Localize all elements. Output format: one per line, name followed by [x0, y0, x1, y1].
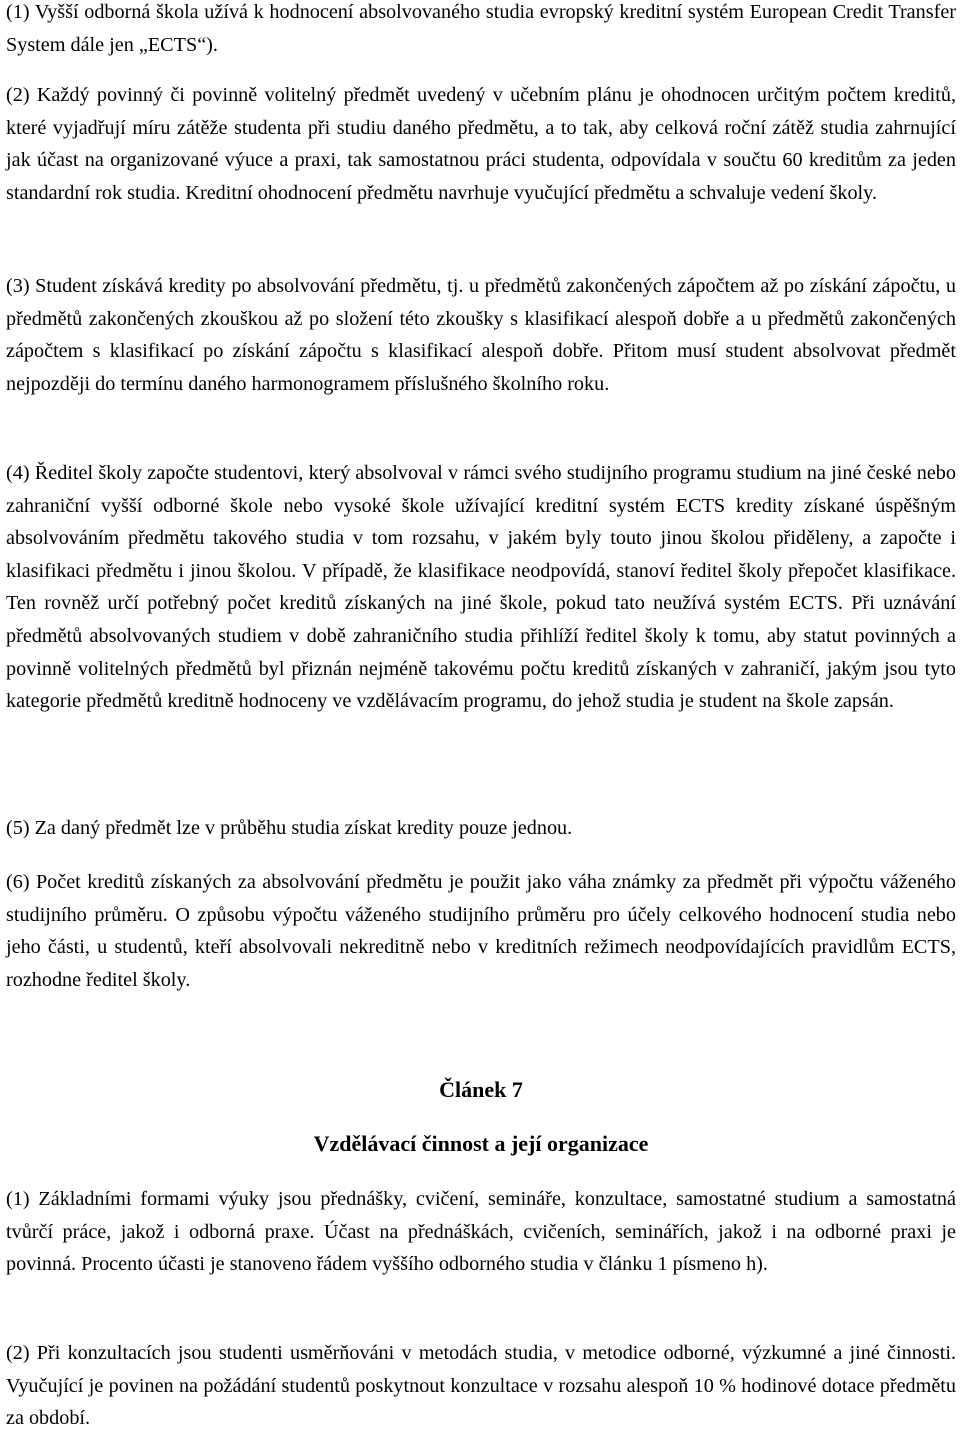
article-paragraph-2: (2) Při konzultacích jsou studenti usměrňováni v metodách studia, v metodice odborné, výzkumné a jiné činnosti. Vyučující je povinen na požádání studentů poskytnout konzultace v rozsahu alespoň 10 % hodinové dotace předmětu za období. [6, 1342, 956, 1430]
paragraph-6: (6) Počet kreditů získaných za absolvování předmětu je použit jako váha známky za předmět při výpočtu váženého studijního průměru. O způsobu výpočtu váženého studijního průměru pro účely celkového hodnocení studia nebo jeho části, u studentů, kteří absolvovali nekreditně nebo v kreditních režimech neodpovídajících pravidlům ECTS, rozhodne ředitel školy. [6, 871, 956, 991]
document-page [6, 0, 956, 1436]
article-paragraph-1: (1) Základními formami výuky jsou přednášky, cvičení, semináře, konzultace, samostatné studium a samostatná tvůrčí práce, jakož i odborná praxe. Účast na přednáškách, cvičeních, seminářích, jakož i na odborné praxi je povinná. Procento účasti je stanoveno řádem vyššího odborného studia v článku 1 písmeno h). [6, 1188, 956, 1276]
article-number: Článek 7 [439, 1077, 523, 1102]
article-title: Vzdělávací činnost a její organizace [313, 1131, 649, 1156]
paragraph-1: (1) Vyšší odborná škola užívá k hodnocení absolvovaného studia evropský kreditní systém European Credit Transfer System dále jen „ECTS“). [6, 1, 956, 56]
paragraph-3: (3) Student získává kredity po absolvování předmětu, tj. u předmětů zakončených zápočtem až po získání zápočtu, u předmětů zakončených zkouškou až po složení této zkoušky s klasifikací alespoň dobře a u předmětů zakončených zápočtem s klasifikací po získání zápočtu s klasifikací alespoň dobře. Přitom musí student absolvovat předmět nejpozději do termínu daného harmonogramem příslušného školního roku. [6, 275, 956, 395]
paragraph-4: (4) Ředitel školy započte studentovi, který absolvoval v rámci svého studijního programu studium na jiné české nebo zahraniční vyšší odborné škole nebo vysoké škole užívající kreditní systém ECTS kredity získané úspěšným absolvováním předmětu takového studia v tom rozsahu, v jakém byly touto jinou školou přiděleny, a započte i klasifikaci předmětu i jinou školou. V případě, že klasifikace neodpovídá, stanoví ředitel školy přepočet klasifikace. Ten rovněž určí potřebný počet kreditů získaných na jiné škole, pokud tato neužívá systém ECTS. Při uznávání předmětů absolvovaných studiem v době zahraničního studia přihlíží ředitel školy k tomu, aby statut povinných a povinně volitelných předmětů byl přiznán nejméně takovému počtu kreditů získaných v zahraničí, jakým jsou tyto kategorie předmětů kreditně hodnoceny ve vzdělávacím programu, do jehož studia je student na škole zapsán. [6, 462, 956, 713]
paragraph-5: (5) Za daný předmět lze v průběhu studia získat kredity pouze jednou. [6, 817, 573, 839]
paragraph-2: (2) Každý povinný či povinně volitelný předmět uvedený v učebním plánu je ohodnocen určitým počtem kreditů, které vyjadřují míru zátěže studenta při studiu daného předmětu, a to tak, aby celková roční zátěž studia zahrnující jak účast na organizované výuce a praxi, tak samostatnou práci studenta, odpovídala v součtu 60 kreditům za jeden standardní rok studia. Kreditní ohodnocení předmětu navrhuje vyučující předmětu a schvaluje vedení školy. [6, 84, 956, 204]
